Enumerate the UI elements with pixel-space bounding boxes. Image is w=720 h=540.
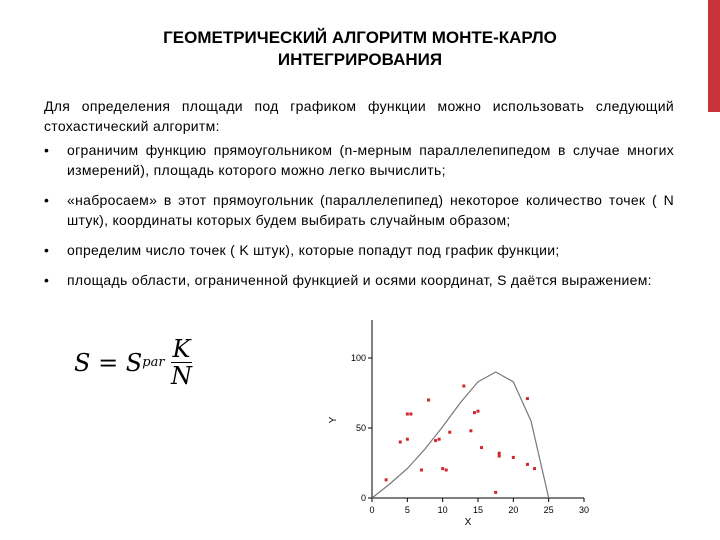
- data-point: [498, 452, 501, 455]
- data-point: [438, 438, 441, 441]
- data-point: [434, 439, 437, 442]
- x-tick-label: 25: [543, 505, 554, 515]
- bullet-text: площадь области, ограниченной функцией и осями координат, S даётся выражением:: [67, 272, 652, 288]
- bullet-list: [44, 140, 674, 290]
- y-tick-label: 100: [350, 353, 366, 363]
- function-curve: [372, 372, 549, 498]
- data-point: [533, 467, 536, 470]
- list-item: [44, 270, 674, 290]
- data-point: [526, 463, 529, 466]
- accent-bar: [708, 0, 720, 112]
- data-point: [448, 431, 451, 434]
- bullet-text: «набросаем» в этот прямоугольник (параллелепипед) некоторое количество точек ( N штук), координаты которых будем выбирать случайным образом;: [67, 192, 674, 228]
- area-formula: [74, 336, 192, 389]
- list-item: [44, 190, 674, 230]
- data-point: [441, 467, 444, 470]
- formula-subscript: par: [142, 355, 165, 370]
- data-point: [498, 455, 501, 458]
- title-line-2: ИНТЕГРИРОВАНИЯ: [277, 50, 443, 69]
- formula-denominator: N: [171, 362, 193, 390]
- formula-lhs: S = S: [74, 348, 143, 377]
- x-tick-label: 20: [508, 505, 519, 515]
- x-axis-label: X: [464, 517, 472, 526]
- data-point: [427, 399, 430, 402]
- x-tick-label: 30: [578, 505, 590, 515]
- monte-carlo-scatter-plot: [326, 318, 596, 526]
- y-tick-label: 0: [360, 493, 366, 503]
- bullet-marker: •: [44, 192, 50, 208]
- title-line-1: ГЕОМЕТРИЧЕСКИЙ АЛГОРИТМ МОНТЕ-КАРЛО: [163, 28, 557, 47]
- formula-numerator: K: [172, 335, 191, 363]
- x-tick-label: 15: [472, 505, 484, 515]
- bullet-marker: •: [44, 272, 50, 288]
- data-point: [406, 413, 409, 416]
- bullet-text: ограничим функцию прямоугольником (n-мерным параллелепипедом в случае многих измерений), площадь которого можно легко вычислить;: [67, 142, 674, 178]
- bullet-text: определим число точек ( K штук), которые попадут под график функции;: [67, 242, 560, 258]
- y-tick-label: 50: [355, 423, 366, 433]
- data-point: [445, 469, 448, 472]
- data-point: [469, 429, 472, 432]
- x-tick-label: 5: [404, 505, 410, 515]
- data-point: [473, 411, 476, 414]
- slide-title: [60, 27, 660, 71]
- data-point: [512, 456, 515, 459]
- list-item: [44, 140, 674, 180]
- x-tick-label: 0: [369, 505, 375, 515]
- data-point: [477, 410, 480, 413]
- data-point: [526, 397, 529, 400]
- bullet-marker: •: [44, 142, 50, 158]
- data-point: [462, 385, 465, 388]
- data-point: [480, 446, 483, 449]
- data-point: [406, 438, 409, 441]
- data-point: [385, 478, 388, 481]
- x-tick-label: 10: [437, 505, 448, 515]
- formula-fraction: [171, 336, 193, 389]
- y-axis-label: Y: [328, 416, 339, 424]
- data-point: [420, 469, 423, 472]
- bullet-marker: •: [44, 242, 50, 258]
- list-item: [44, 240, 674, 260]
- data-point: [399, 441, 402, 444]
- intro-paragraph: Для определения площади под графиком функции можно использовать следующий стохастический алгоритм:: [44, 98, 674, 134]
- data-point: [494, 491, 497, 494]
- data-point: [409, 413, 412, 416]
